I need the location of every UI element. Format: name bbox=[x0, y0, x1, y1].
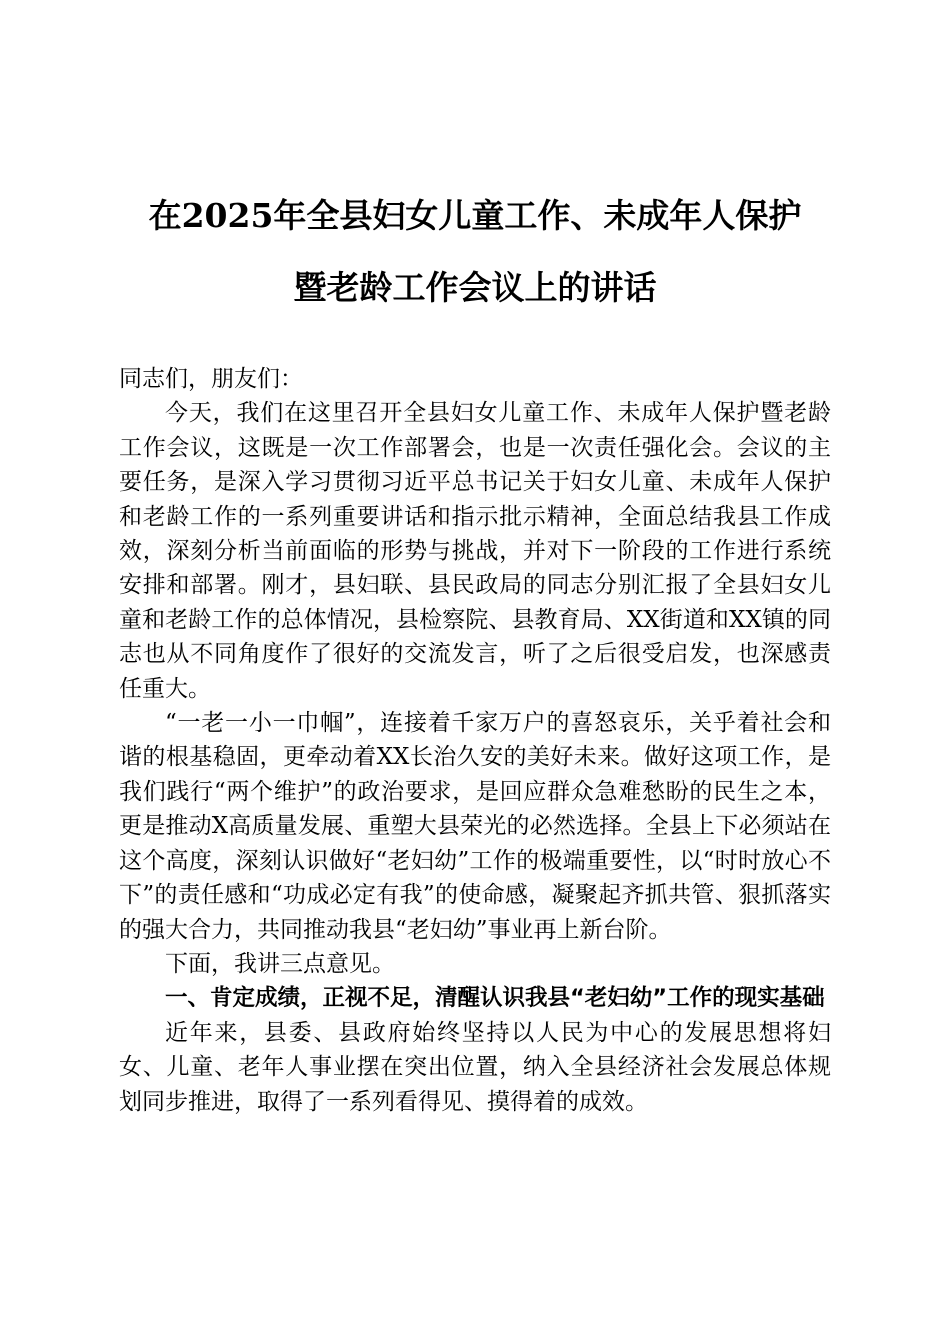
document-title-line-1: 在2025年全县妇女儿童工作、未成年人保护 bbox=[148, 196, 802, 235]
salutation: 同志们，朋友们： bbox=[119, 366, 303, 392]
paragraph-achievements: 近年来，县委、县政府始终坚持以人民为中心的发展思想将妇女、儿童、老年人事业摆在突出位置，纳入全县经济社会发展总体规划同步推进，取得了一系列看得见、摸得着的成效。 bbox=[119, 1019, 831, 1115]
paragraph-opening: 今天，我们在这里召开全县妇女儿童工作、未成年人保护暨老龄工作会议，这既是一次工作部署会，也是一次责任强化会。会议的主要任务，是深入学习贯彻习近平总书记关于妇女儿童、未成年人保护和老龄工作的一系列重要讲话和指示批示精神，全面总结我县工作成效，深刻分析当前面临的形势与挑战，并对下一阶段的工作进行系统安排和部署。刚才，县妇联、县民政局的同志分别汇报了全县妇女儿童和老龄工作的总体情况，县检察院、县教育局、XX街道和XX镇的同志也从不同角度作了很好的交流发言，听了之后很受启发，也深感责任重大。 bbox=[119, 400, 831, 702]
document-title-line-2: 暨老龄工作会议上的讲话 bbox=[293, 268, 657, 307]
document-body bbox=[119, 362, 831, 1119]
section-heading-1: 一、肯定成绩，正视不足，清醒认识我县“老妇幼”工作的现实基础 bbox=[165, 985, 825, 1012]
paragraph-transition: 下面，我讲三点意见。 bbox=[165, 950, 395, 977]
paragraph-significance: “一老一小一巾帼”，连接着千家万户的喜怒哀乐，关乎着社会和谐的根基稳固，更牵动着XX长治久安的美好未来。做好这项工作，是我们践行“两个维护”的政治要求，是回应群众急难愁盼的民生之本，更是推动X高质量发展、重塑大县荣光的必然选择。全县上下必须站在这个高度，深刻认识做好“老妇幼”工作的极端重要性，以“时时放心不下”的责任感和“功成必定有我”的使命感，凝聚起齐抓共管、狠抓落实的强大合力，共同推动我县“老妇幼”事业再上新台阶。 bbox=[119, 710, 831, 943]
